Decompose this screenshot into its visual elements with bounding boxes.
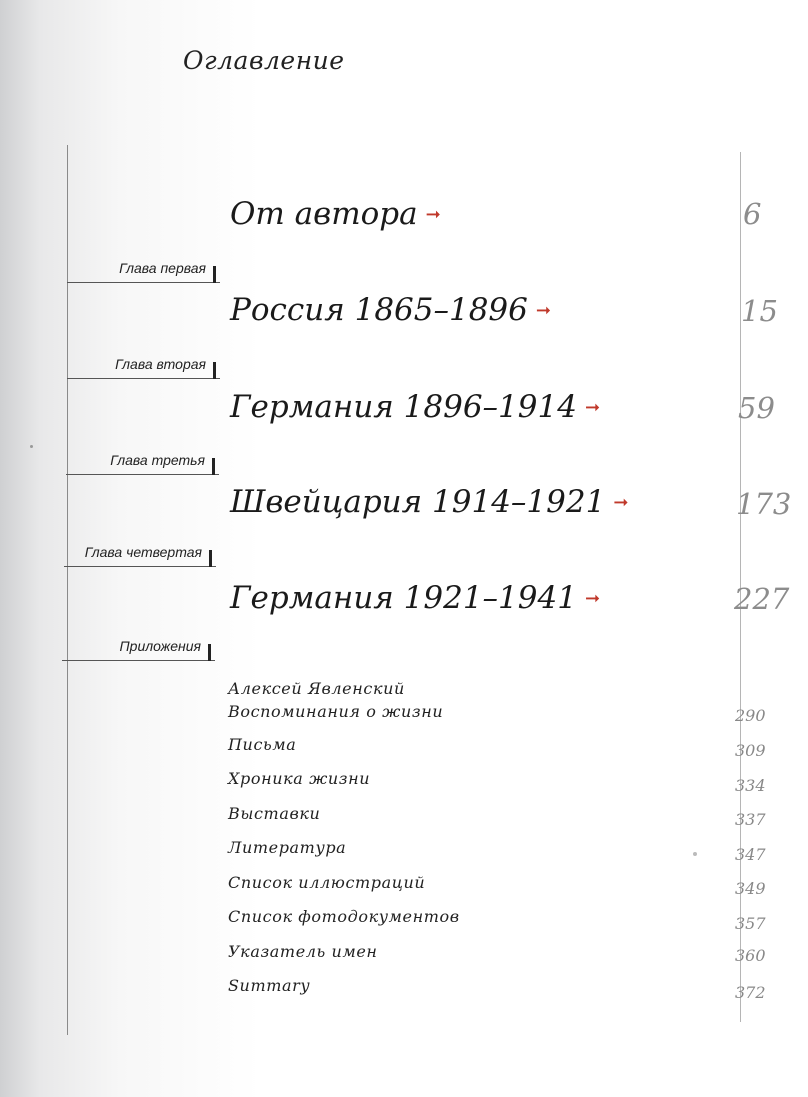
toc-entry-title: Германия 1921–1941 [230,580,577,616]
toc-appendix-subtitle: Воспоминания о жизни [228,702,444,721]
toc-appendix-item[interactable] [228,940,378,963]
tab-tick [209,550,212,567]
toc-appendix-item[interactable] [228,767,370,790]
toc-appendix-title: Summary [228,976,311,995]
tab-underline [64,566,216,567]
toc-entry-page: 173 [736,487,792,521]
toc-appendix-title: Список фотодокументов [228,907,460,926]
chapter-label: Глава первая [119,260,206,276]
tab-tick [208,644,211,661]
arrow-right-icon: ➞ [535,299,551,321]
appendix-tab [62,637,215,661]
paper-speck [30,445,33,448]
toc-appendix-item[interactable] [228,836,346,859]
arrow-right-icon: ➞ [584,396,601,418]
appendix-label: Приложения [119,638,201,654]
toc-appendix-page: 337 [735,810,766,829]
toc-appendix-item[interactable] [228,733,296,756]
toc-entry-title: Швейцария 1914–1921 [230,484,606,520]
toc-appendix-title: Хроника жизни [228,769,371,788]
toc-appendix-title: Указатель имен [228,942,378,961]
toc-appendix-page: 334 [735,776,766,795]
toc-entry-intro[interactable] [230,196,441,232]
toc-appendix-title: Письма [228,735,297,754]
page-title: Оглавление [183,46,345,75]
chapter-label: Глава третья [110,452,205,468]
toc-appendix-title: Литература [228,838,347,857]
tab-tick [213,266,216,283]
toc-entry-title: Россия 1865–1896 [230,292,528,328]
chapter-label: Глава вторая [115,356,206,372]
toc-appendix-item[interactable] [228,871,425,894]
tab-tick [213,362,216,379]
toc-appendix-item[interactable] [228,905,460,928]
toc-appendix-page: 357 [735,914,766,933]
toc-appendix-title: Алексей Явленский [228,679,405,698]
tab-underline [66,474,219,475]
tab-underline [62,660,215,661]
chapter-tab [64,543,216,567]
toc-appendix-page: 360 [735,946,766,965]
chapter-tab [67,355,220,379]
toc-appendix-page: 349 [735,879,766,898]
toc-appendix-page: 347 [735,845,766,864]
toc-entry-chapter[interactable] [230,484,628,520]
toc-entry-title: Германия 1896–1914 [230,389,577,425]
toc-entry-title: От автора [230,196,418,232]
toc-appendix-page: 290 [735,706,766,725]
toc-appendix-page: 309 [735,741,766,760]
toc-entry-chapter[interactable] [230,580,600,616]
chapter-label: Глава четвертая [84,544,202,560]
toc-appendix-title: Список иллюстраций [228,873,426,892]
tab-underline [67,282,220,283]
toc-entry-chapter[interactable] [230,389,600,425]
toc-appendix-page: 372 [735,983,766,1002]
arrow-right-icon: ➞ [425,203,441,225]
toc-appendix-item[interactable] [228,974,310,997]
arrow-right-icon: ➞ [584,587,601,609]
toc-entry-page: 227 [734,582,790,616]
paper-speck [693,852,697,856]
arrow-right-icon: ➞ [613,491,629,513]
chapter-tab [67,259,220,283]
toc-entry-page: 6 [743,197,762,231]
tab-tick [212,458,215,475]
tab-underline [67,378,220,379]
toc-appendix-title: Выставки [228,804,321,823]
toc-entry-chapter[interactable] [230,292,551,328]
toc-appendix-item[interactable] [228,802,320,825]
toc-appendix-item[interactable] [228,677,443,723]
toc-entry-page: 15 [741,294,778,328]
toc-entry-page: 59 [738,391,775,425]
chapter-tab [66,451,219,475]
